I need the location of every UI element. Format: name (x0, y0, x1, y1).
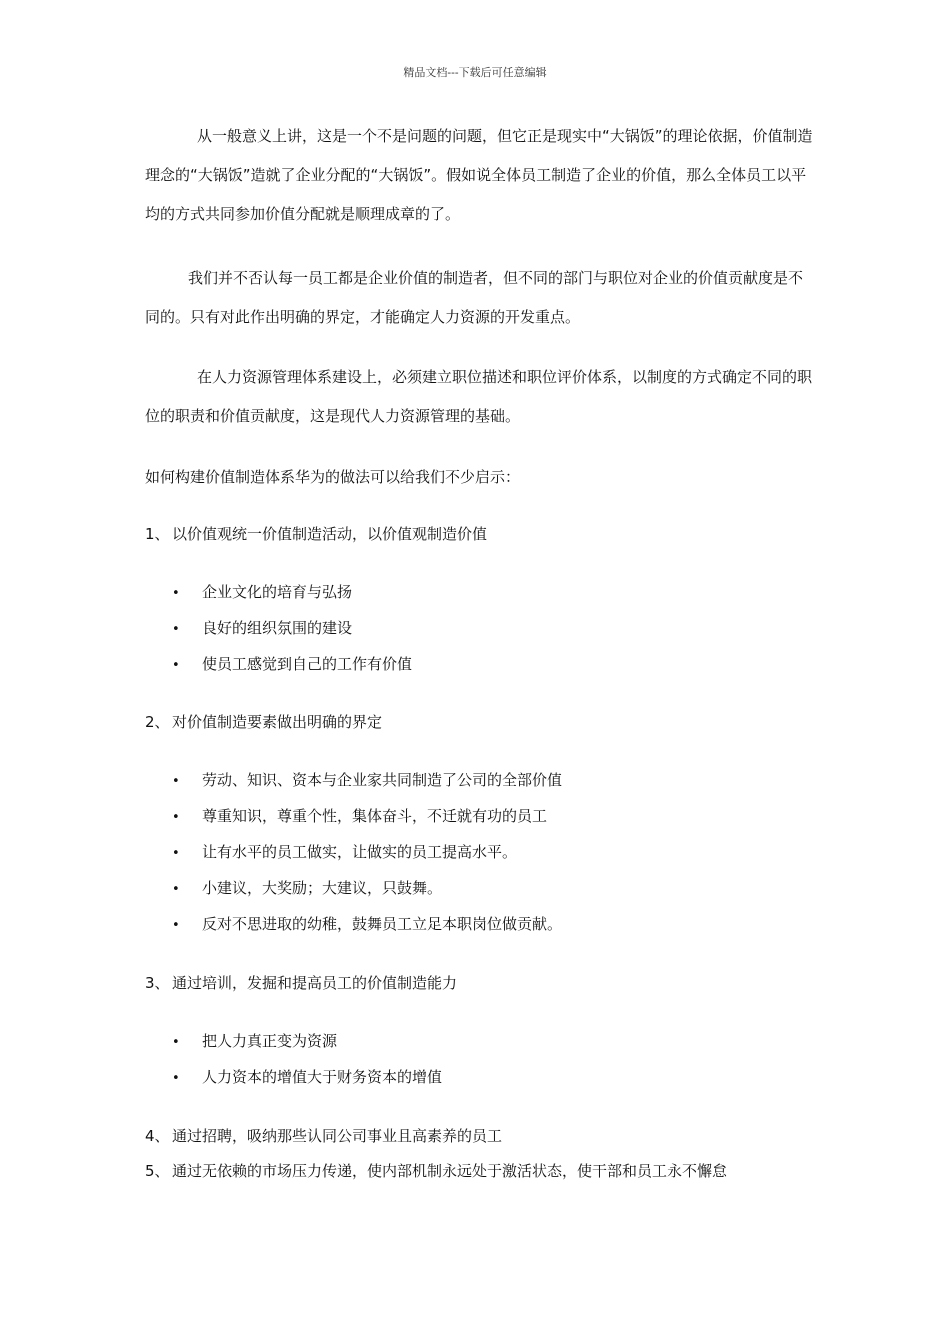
section-number: 4、 (145, 1127, 170, 1145)
bullet-icon: • (172, 1035, 180, 1050)
list-item: • 小建议，大奖励；大建议，只鼓舞。 (172, 876, 812, 902)
list-item: • 人力资本的增值大于财务资本的增值 (172, 1065, 812, 1091)
bullet-icon: • (172, 586, 180, 601)
bullet-icon: • (172, 846, 180, 861)
list-item: • 劳动、知识、资本与企业家共同制造了公司的全部价值 (172, 768, 812, 794)
section-number: 3、 (145, 974, 170, 992)
bullet-icon: • (172, 882, 180, 897)
section-title: 以价值观统一价值制造活动，以价值观制造价值 (172, 525, 488, 543)
section-title: 通过培训，发掘和提高员工的价值制造能力 (172, 974, 458, 992)
list-item: • 企业文化的培育与弘扬 (172, 580, 812, 606)
paragraph-1: 从一般意义上讲，这是一个不是问题的问题，但它正是现实中“大锅饭”的理论依据，价值制造理念的“大锅饭”造就了企业分配的“大锅饭”。假如说全体员工制造了企业的价值，那么全体员工以平均的方式共同参加价值分配就是顺理成章的了。 (145, 127, 813, 223)
list-item: • 良好的组织氛围的建设 (172, 616, 812, 642)
bullet-icon: • (172, 810, 180, 825)
list-item: • 让有水平的员工做实，让做实的员工提高水平。 (172, 840, 812, 866)
list-item: • 尊重知识，尊重个性，集体奋斗，不迁就有功的员工 (172, 804, 812, 830)
section-heading (145, 971, 845, 995)
section-title: 通过招聘，吸纳那些认同公司事业且高素养的员工 (172, 1127, 503, 1145)
intro-line: 如何构建价值制造体系华为的做法可以给我们不少启示： (145, 468, 521, 486)
section-title: 对价值制造要素做出明确的界定 (172, 713, 383, 731)
bullet-icon: • (172, 1071, 180, 1086)
section-heading (145, 522, 845, 546)
section-heading (145, 1159, 845, 1183)
bullet-icon: • (172, 918, 180, 933)
list-item: • 把人力真正变为资源 (172, 1029, 812, 1055)
bullet-icon: • (172, 774, 180, 789)
paragraph-3: 在人力资源管理体系建设上，必须建立职位描述和职位评价体系，以制度的方式确定不同的职位的职责和价值贡献度，这是现代人力资源管理的基础。 (145, 368, 813, 425)
paragraph-2: 我们并不否认每一员工都是企业价值的制造者，但不同的部门与职位对企业的价值贡献度是不同的。只有对此作出明确的界定，才能确定人力资源的开发重点。 (145, 269, 804, 326)
page-header: 精品文档---下载后可任意编辑 (403, 66, 547, 79)
section-title: 通过无依赖的市场压力传递，使内部机制永远处于激活状态，使干部和员工永不懈怠 (172, 1162, 728, 1180)
section-number: 2、 (145, 713, 170, 731)
list-item: • 反对不思进取的幼稚，鼓舞员工立足本职岗位做贡献。 (172, 912, 812, 938)
section-heading (145, 1124, 845, 1148)
bullet-icon: • (172, 658, 180, 673)
bullet-icon: • (172, 622, 180, 637)
section-heading (145, 710, 845, 734)
section-number: 5、 (145, 1162, 170, 1180)
list-item: • 使员工感觉到自己的工作有价值 (172, 652, 812, 678)
section-number: 1、 (145, 525, 170, 543)
